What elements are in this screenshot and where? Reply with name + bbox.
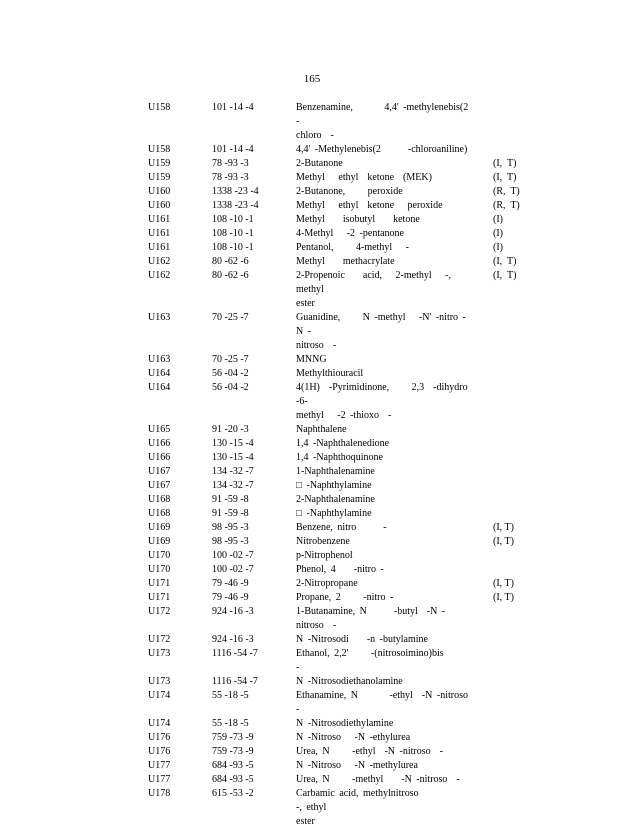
waste-code: U168 (148, 508, 171, 519)
cas-number: 91 -59 -8 (212, 508, 249, 519)
cas-number: 615 -53 -2 (212, 788, 254, 799)
table-row (148, 549, 528, 563)
page-number: 165 (303, 73, 321, 85)
cas-number: 101 -14 -4 (212, 144, 254, 155)
chemical-name: Propane, 2 -nitro - (296, 592, 394, 603)
waste-code: U166 (148, 452, 171, 463)
waste-code: U176 (148, 732, 171, 743)
waste-code: U172 (148, 606, 171, 617)
chemical-name: Urea, N -methyl -N -nitroso - (296, 774, 460, 785)
chemical-name: Guanidine, N -methyl -N' -nitro -N - nitroso - (296, 312, 466, 351)
waste-code: U170 (148, 564, 171, 575)
waste-code: U162 (148, 270, 171, 281)
table-row (148, 157, 528, 171)
waste-code: U173 (148, 648, 171, 659)
waste-code: U176 (148, 746, 171, 757)
waste-code: U177 (148, 774, 171, 785)
table-row (148, 437, 528, 451)
cas-number: 108 -10 -1 (212, 242, 254, 253)
table-row (148, 605, 528, 633)
chemical-name: 2-Propenoic acid, 2-methyl -, methyl ester (296, 270, 451, 309)
table-row (148, 199, 528, 213)
chemical-name: 4-Methyl -2 -pentanone (296, 228, 404, 239)
table-row (148, 493, 528, 507)
chemical-name: 2-Naphthalenamine (296, 494, 375, 505)
chemical-name: 1,4 -Naphthoquinone (296, 452, 383, 463)
chemical-name: Nitrobenzene (296, 536, 350, 547)
table-row (148, 101, 528, 143)
cas-number: 91 -59 -8 (212, 494, 249, 505)
cas-number: 134 -32 -7 (212, 480, 254, 491)
waste-code: U158 (148, 144, 171, 155)
table-row (148, 773, 528, 787)
cas-number: 55 -18 -5 (212, 690, 249, 701)
table-row (148, 647, 528, 675)
chemical-name: 1-Naphthalenamine (296, 466, 375, 477)
cas-number: 78 -93 -3 (212, 158, 249, 169)
chemical-name: 2-Nitropropane (296, 578, 358, 589)
cas-number: 759 -73 -9 (212, 732, 254, 743)
hazard-code: (I, T) (493, 172, 517, 183)
table-row (148, 451, 528, 465)
cas-number: 134 -32 -7 (212, 466, 254, 477)
chemical-name: 1,4 -Naphthalenedione (296, 438, 390, 449)
table-row (148, 171, 528, 185)
table-row (148, 675, 528, 689)
chemical-name: N -Nitroso -N -ethylurea (296, 732, 411, 743)
chemical-name: MNNG (296, 354, 327, 365)
cas-number: 55 -18 -5 (212, 718, 249, 729)
hazard-code: (R, T) (493, 200, 520, 211)
waste-code: U162 (148, 256, 171, 267)
cas-number: 1116 -54 -7 (212, 648, 258, 659)
waste-code: U173 (148, 676, 171, 687)
chemical-name: N -Nitrosodiethanolamine (296, 676, 403, 687)
table-row (148, 535, 528, 549)
hazard-code: (I) (493, 242, 503, 253)
waste-code: U161 (148, 242, 171, 253)
hazard-code: (I, T) (493, 536, 514, 547)
table-row (148, 367, 528, 381)
cas-number: 98 -95 -3 (212, 536, 249, 547)
waste-code: U163 (148, 312, 171, 323)
waste-code: U160 (148, 200, 171, 211)
table-row (148, 227, 528, 241)
cas-number: 101 -14 -4 (212, 102, 254, 113)
hazard-code: (I) (493, 228, 503, 239)
chemical-name: Naphthalene (296, 424, 347, 435)
waste-code: U166 (148, 438, 171, 449)
cas-number: 1338 -23 -4 (212, 186, 259, 197)
table-row (148, 423, 528, 437)
waste-code: U159 (148, 172, 171, 183)
hazard-code: (I, T) (493, 578, 514, 589)
table-row (148, 591, 528, 605)
chemical-name: □ -Naphthylamine (296, 480, 372, 491)
waste-code: U159 (148, 158, 171, 169)
waste-code-table (148, 101, 528, 829)
chemical-name: Phenol, 4 -nitro - (296, 564, 384, 575)
waste-code: U178 (148, 788, 171, 799)
waste-code: U164 (148, 368, 171, 379)
cas-number: 924 -16 -3 (212, 634, 254, 645)
chemical-name: Carbamic acid, methylnitroso -, ethyl ester (296, 788, 419, 827)
waste-code: U172 (148, 634, 171, 645)
chemical-name: N -Nitrosodiethylamine (296, 718, 394, 729)
waste-code: U158 (148, 102, 171, 113)
chemical-name: N -Nitrosodi -n -butylamine (296, 634, 428, 645)
cas-number: 79 -46 -9 (212, 592, 249, 603)
chemical-name: Ethanamine, N -ethyl -N -nitroso - (296, 690, 477, 715)
cas-number: 130 -15 -4 (212, 438, 254, 449)
cas-number: 1116 -54 -7 (212, 676, 258, 687)
cas-number: 70 -25 -7 (212, 354, 249, 365)
waste-code: U174 (148, 690, 171, 701)
table-row (148, 759, 528, 773)
hazard-code: (I, T) (493, 592, 514, 603)
waste-code: U167 (148, 466, 171, 477)
waste-code: U169 (148, 536, 171, 547)
cas-number: 1338 -23 -4 (212, 200, 259, 211)
cas-number: 100 -02 -7 (212, 550, 254, 561)
waste-code: U161 (148, 228, 171, 239)
hazard-code: (I, T) (493, 270, 517, 281)
waste-code: U165 (148, 424, 171, 435)
table-row (148, 353, 528, 367)
chemical-name: 4,4' -Methylenebis(2 -chloroaniline) (296, 144, 468, 155)
cas-number: 684 -93 -5 (212, 774, 254, 785)
cas-number: 130 -15 -4 (212, 452, 254, 463)
hazard-code: (I) (493, 214, 503, 225)
cas-number: 56 -04 -2 (212, 382, 249, 393)
hazard-code: (I, T) (493, 256, 517, 267)
cas-number: 108 -10 -1 (212, 228, 254, 239)
table-row (148, 507, 528, 521)
chemical-name: Pentanol, 4-methyl - (296, 242, 409, 253)
chemical-name: Benzenamine, 4,4' -methylenebis(2 - chloro - (296, 102, 469, 141)
table-row (148, 717, 528, 731)
cas-number: 56 -04 -2 (212, 368, 249, 379)
table-row (148, 787, 528, 829)
waste-code: U171 (148, 578, 171, 589)
waste-code: U169 (148, 522, 171, 533)
chemical-name: Methyl methacrylate (296, 256, 395, 267)
table-row (148, 241, 528, 255)
chemical-name: Methyl ethyl ketone (MEK) (296, 172, 432, 183)
table-row (148, 731, 528, 745)
table-row (148, 185, 528, 199)
waste-code: U170 (148, 550, 171, 561)
chemical-name: Methylthiouracil (296, 368, 364, 379)
table-row (148, 381, 528, 423)
cas-number: 759 -73 -9 (212, 746, 254, 757)
table-row (148, 143, 528, 157)
chemical-name: Methyl ethyl ketone peroxide (296, 200, 443, 211)
cas-number: 100 -02 -7 (212, 564, 254, 575)
cas-number: 79 -46 -9 (212, 578, 249, 589)
cas-number: 924 -16 -3 (212, 606, 254, 617)
chemical-name: Methyl isobutyl ketone (296, 214, 420, 225)
chemical-name: 2-Butanone, peroxide (296, 186, 403, 197)
table-row (148, 479, 528, 493)
table-row (148, 311, 528, 353)
cas-number: 78 -93 -3 (212, 172, 249, 183)
cas-number: 684 -93 -5 (212, 760, 254, 771)
cas-number: 70 -25 -7 (212, 312, 249, 323)
waste-code: U161 (148, 214, 171, 225)
hazard-code: (I, T) (493, 158, 517, 169)
hazard-code: (I, T) (493, 522, 514, 533)
table-row (148, 521, 528, 535)
waste-code: U164 (148, 382, 171, 393)
hazard-code: (R, T) (493, 186, 520, 197)
waste-code: U168 (148, 494, 171, 505)
cas-number: 108 -10 -1 (212, 214, 254, 225)
chemical-name: 4(1H) -Pyrimidinone, 2,3 -dihydro -6- methyl -2 -thioxo - (296, 382, 468, 421)
waste-code: U177 (148, 760, 171, 771)
chemical-name: Benzene, nitro - (296, 522, 387, 533)
table-row (148, 213, 528, 227)
waste-code: U167 (148, 480, 171, 491)
waste-code: U174 (148, 718, 171, 729)
table-row (148, 465, 528, 479)
cas-number: 80 -62 -6 (212, 256, 249, 267)
table-row (148, 269, 528, 311)
cas-number: 98 -95 -3 (212, 522, 249, 533)
waste-code: U163 (148, 354, 171, 365)
chemical-name: 2-Butanone (296, 158, 343, 169)
chemical-name: Urea, N -ethyl -N -nitroso - (296, 746, 443, 757)
table-row (148, 633, 528, 647)
cas-number: 80 -62 -6 (212, 270, 249, 281)
table-row (148, 577, 528, 591)
chemical-name: N -Nitroso -N -methylurea (296, 760, 418, 771)
chemical-name: 1-Butanamine, N -butyl -N -nitroso - (296, 606, 446, 631)
waste-code: U171 (148, 592, 171, 603)
chemical-name: Ethanol, 2,2' -(nitrosoimino)bis - (296, 648, 471, 673)
table-row (148, 745, 528, 759)
table-row (148, 689, 528, 717)
chemical-name: p-Nitrophenol (296, 550, 353, 561)
table-row (148, 255, 528, 269)
waste-code: U160 (148, 186, 171, 197)
chemical-name: □ -Naphthylamine (296, 508, 372, 519)
table-row (148, 563, 528, 577)
cas-number: 91 -20 -3 (212, 424, 249, 435)
